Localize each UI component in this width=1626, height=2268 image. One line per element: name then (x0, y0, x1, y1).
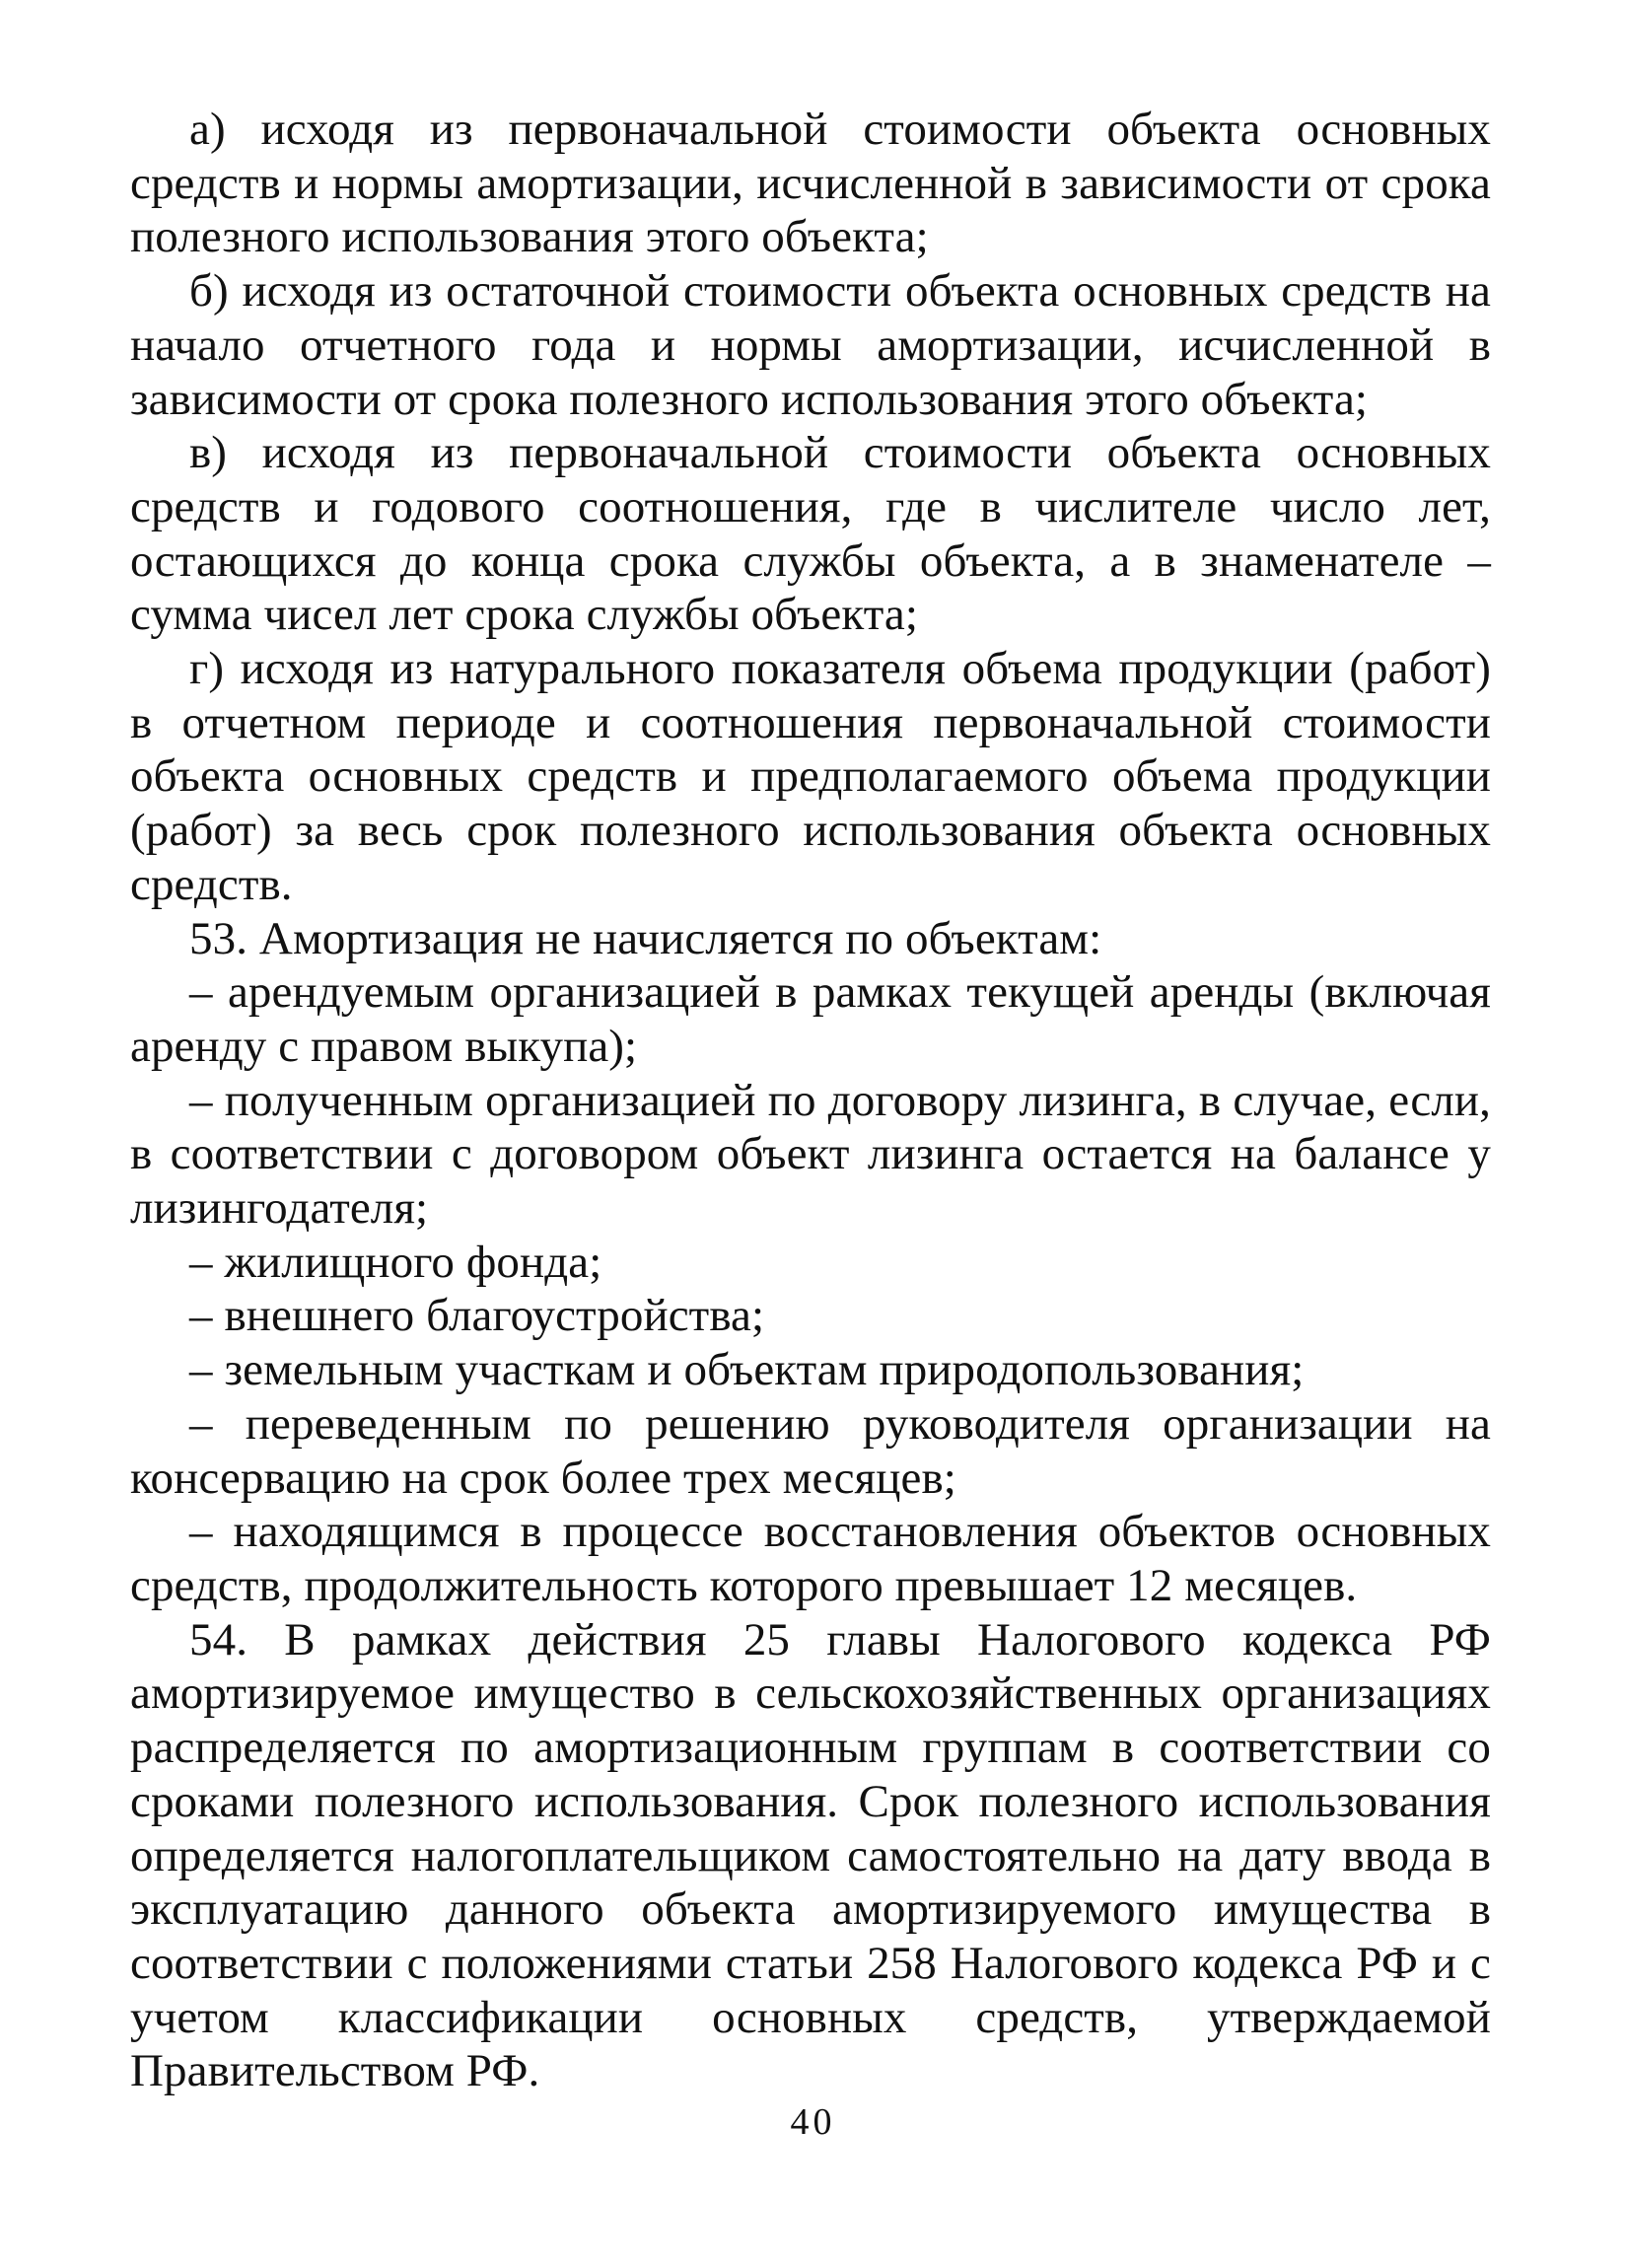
page-number: 40 (790, 2101, 836, 2143)
paragraph-54: 54. В рамках действия 25 главы Налогового кодекса РФ амортизируемое имущество в сельскохозяйственных организациях распределяется по амортизационным группам в соответствии со сроками полезного использования. Срок полезного использования определяется налогоплательщиком самостоятельно на дату ввода в эксплуатацию данного объекта амортизируемого имущества в соответствии с положениями статьи 258 Налогового кодекса РФ и с учетом классификации основных средств, утверждаемой Правительством РФ. (130, 1613, 1491, 2097)
paragraph-item-g: г) исходя из натурального показателя объема продукции (работ) в отчетном периоде и соотношения первоначальной стоимости объекта основных средств и предполагаемого объема продукции (работ) за весь срок полезного использования объекта основных средств. (130, 643, 1491, 910)
list-item-leased: – арендуемым организацией в рамках текущей аренды (включая аренду с правом выкупа); (130, 966, 1491, 1072)
paragraph-53-heading: 53. Амортизация не начисляется по объектам: (189, 912, 1102, 964)
list-item-land: – земельным участкам и объектам природопользования; (189, 1344, 1305, 1396)
paragraph-item-v: в) исходя из первоначальной стоимости объекта основных средств и годового соотношения, где в числителе число лет, остающихся до конца срока службы объекта, а в знаменателе – сумма чисел лет срока службы объекта; (130, 427, 1491, 641)
paragraph-item-a: а) исходя из первоначальной стоимости объекта основных средств и нормы амортизации, исчисленной в зависимости от срока полезного использования этого объекта; (130, 104, 1491, 263)
paragraph-item-b: б) исходя из остаточной стоимости объекта основных средств на начало отчетного года и нормы амортизации, исчисленной в зависимости от срока полезного использования этого объекта; (130, 265, 1491, 425)
list-item-landscaping: – внешнего благоустройства; (189, 1290, 765, 1342)
list-item-restoration: – находящимся в процессе восстановления объектов основных средств, продолжительность которого превышает 12 месяцев. (130, 1506, 1491, 1611)
page-body (130, 103, 1491, 2098)
list-item-leasing: – полученным организацией по договору лизинга, в случае, если, в соответствии с договором объект лизинга остается на балансе у лизингодателя; (130, 1074, 1491, 1235)
list-item-conservation: – переведенным по решению руководителя организации на консервацию на срок более трех месяцев; (130, 1397, 1491, 1504)
list-item-housing: – жилищного фонда; (189, 1236, 602, 1288)
